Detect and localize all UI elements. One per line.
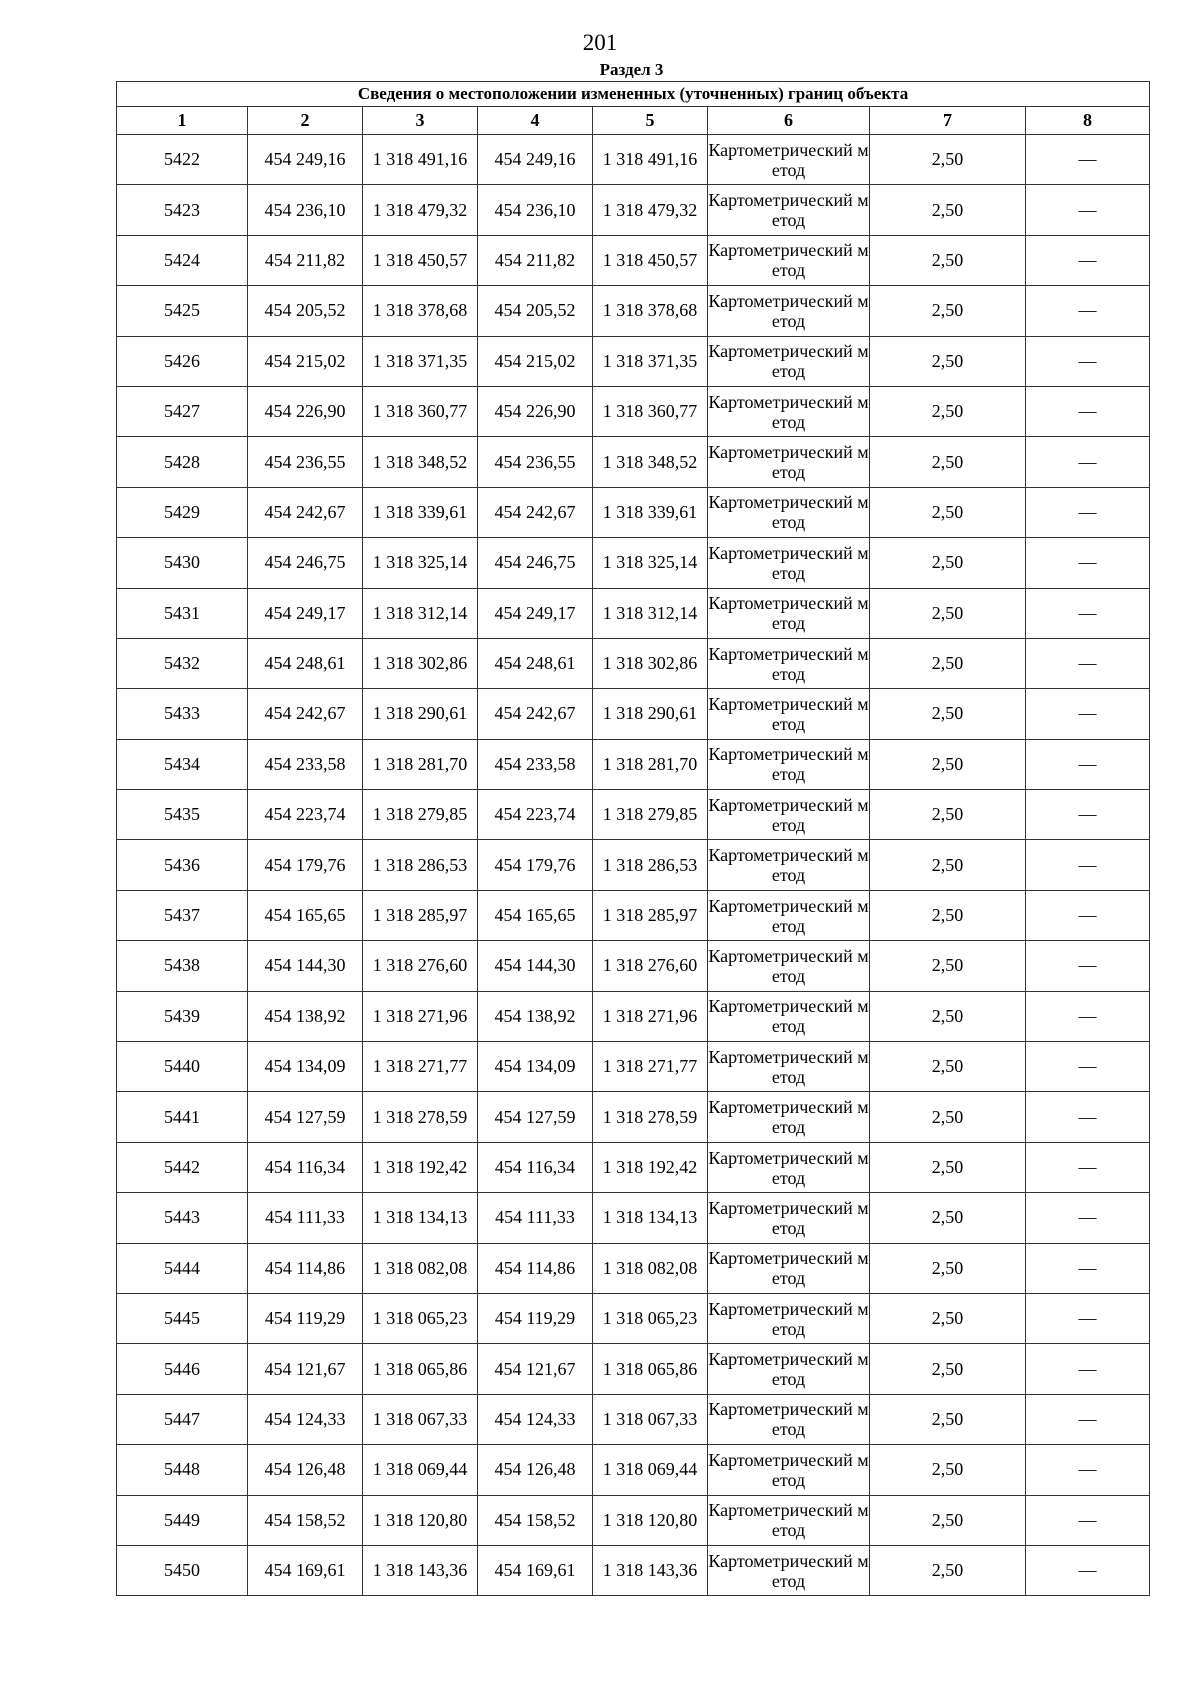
y-existing-cell: 1 318 192,42 — [363, 1142, 478, 1192]
y-refined-cell: 1 318 290,61 — [593, 689, 708, 739]
accuracy-cell: 2,50 — [870, 890, 1026, 940]
x-existing-cell: 454 248,61 — [248, 638, 363, 688]
point-number-cell: 5425 — [117, 286, 248, 336]
y-refined-cell: 1 318 378,68 — [593, 286, 708, 336]
accuracy-cell: 2,50 — [870, 991, 1026, 1041]
y-refined-cell: 1 318 065,23 — [593, 1293, 708, 1343]
point-number-cell: 5450 — [117, 1545, 248, 1595]
x-refined-cell: 454 242,67 — [478, 689, 593, 739]
accuracy-cell: 2,50 — [870, 185, 1026, 235]
note-cell: — — [1026, 286, 1150, 336]
note-cell: — — [1026, 739, 1150, 789]
table-row — [117, 941, 1150, 991]
method-cell: Картометрический метод — [708, 1042, 870, 1092]
table-row — [117, 1495, 1150, 1545]
y-existing-cell: 1 318 276,60 — [363, 941, 478, 991]
y-existing-cell: 1 318 065,86 — [363, 1344, 478, 1394]
column-number: 4 — [478, 107, 593, 135]
accuracy-cell: 2,50 — [870, 1495, 1026, 1545]
point-number-cell: 5426 — [117, 336, 248, 386]
y-existing-cell: 1 318 371,35 — [363, 336, 478, 386]
x-existing-cell: 454 127,59 — [248, 1092, 363, 1142]
accuracy-cell: 2,50 — [870, 135, 1026, 185]
x-existing-cell: 454 144,30 — [248, 941, 363, 991]
y-refined-cell: 1 318 302,86 — [593, 638, 708, 688]
y-existing-cell: 1 318 479,32 — [363, 185, 478, 235]
method-cell: Картометрический метод — [708, 588, 870, 638]
x-existing-cell: 454 179,76 — [248, 840, 363, 890]
accuracy-cell: 2,50 — [870, 941, 1026, 991]
method-cell: Картометрический метод — [708, 1142, 870, 1192]
y-refined-cell: 1 318 348,52 — [593, 437, 708, 487]
accuracy-cell: 2,50 — [870, 1293, 1026, 1343]
table-row — [117, 1545, 1150, 1595]
x-existing-cell: 454 138,92 — [248, 991, 363, 1041]
x-refined-cell: 454 246,75 — [478, 538, 593, 588]
table-row — [117, 437, 1150, 487]
y-refined-cell: 1 318 276,60 — [593, 941, 708, 991]
note-cell: — — [1026, 1243, 1150, 1293]
point-number-cell: 5428 — [117, 437, 248, 487]
method-cell: Картометрический метод — [708, 1545, 870, 1595]
x-refined-cell: 454 121,67 — [478, 1344, 593, 1394]
x-existing-cell: 454 226,90 — [248, 386, 363, 436]
x-refined-cell: 454 169,61 — [478, 1545, 593, 1595]
note-cell: — — [1026, 890, 1150, 940]
accuracy-cell: 2,50 — [870, 235, 1026, 285]
point-number-cell: 5443 — [117, 1193, 248, 1243]
x-refined-cell: 454 158,52 — [478, 1495, 593, 1545]
table-row — [117, 840, 1150, 890]
note-cell: — — [1026, 1042, 1150, 1092]
note-cell: — — [1026, 941, 1150, 991]
note-cell: — — [1026, 1193, 1150, 1243]
x-existing-cell: 454 233,58 — [248, 739, 363, 789]
point-number-cell: 5442 — [117, 1142, 248, 1192]
y-refined-cell: 1 318 479,32 — [593, 185, 708, 235]
y-existing-cell: 1 318 271,96 — [363, 991, 478, 1041]
y-refined-cell: 1 318 279,85 — [593, 790, 708, 840]
x-existing-cell: 454 158,52 — [248, 1495, 363, 1545]
table-row — [117, 1445, 1150, 1495]
point-number-cell: 5439 — [117, 991, 248, 1041]
table-row — [117, 1293, 1150, 1343]
x-existing-cell: 454 116,34 — [248, 1142, 363, 1192]
note-cell: — — [1026, 235, 1150, 285]
x-existing-cell: 454 249,17 — [248, 588, 363, 638]
x-refined-cell: 454 223,74 — [478, 790, 593, 840]
column-number: 1 — [117, 107, 248, 135]
x-existing-cell: 454 205,52 — [248, 286, 363, 336]
note-cell: — — [1026, 487, 1150, 537]
column-number: 5 — [593, 107, 708, 135]
method-cell: Картометрический метод — [708, 1243, 870, 1293]
accuracy-cell: 2,50 — [870, 386, 1026, 436]
point-number-cell: 5423 — [117, 185, 248, 235]
x-refined-cell: 454 134,09 — [478, 1042, 593, 1092]
table-row — [117, 739, 1150, 789]
method-cell: Картометрический метод — [708, 487, 870, 537]
note-cell: — — [1026, 588, 1150, 638]
y-existing-cell: 1 318 450,57 — [363, 235, 478, 285]
note-cell: — — [1026, 1344, 1150, 1394]
table-row — [117, 638, 1150, 688]
note-cell: — — [1026, 1293, 1150, 1343]
point-number-cell: 5440 — [117, 1042, 248, 1092]
y-existing-cell: 1 318 143,36 — [363, 1545, 478, 1595]
note-cell: — — [1026, 689, 1150, 739]
y-refined-cell: 1 318 134,13 — [593, 1193, 708, 1243]
point-number-cell: 5434 — [117, 739, 248, 789]
table-body — [117, 135, 1150, 1596]
method-cell: Картометрический метод — [708, 336, 870, 386]
method-cell: Картометрический метод — [708, 1445, 870, 1495]
accuracy-cell: 2,50 — [870, 1344, 1026, 1394]
y-refined-cell: 1 318 192,42 — [593, 1142, 708, 1192]
point-number-cell: 5447 — [117, 1394, 248, 1444]
point-number-cell: 5427 — [117, 386, 248, 436]
y-existing-cell: 1 318 271,77 — [363, 1042, 478, 1092]
accuracy-cell: 2,50 — [870, 538, 1026, 588]
x-existing-cell: 454 126,48 — [248, 1445, 363, 1495]
table-row — [117, 386, 1150, 436]
accuracy-cell: 2,50 — [870, 689, 1026, 739]
method-cell: Картометрический метод — [708, 689, 870, 739]
method-cell: Картометрический метод — [708, 1344, 870, 1394]
y-existing-cell: 1 318 082,08 — [363, 1243, 478, 1293]
accuracy-cell: 2,50 — [870, 1243, 1026, 1293]
y-existing-cell: 1 318 290,61 — [363, 689, 478, 739]
x-refined-cell: 454 242,67 — [478, 487, 593, 537]
x-refined-cell: 454 233,58 — [478, 739, 593, 789]
y-refined-cell: 1 318 491,16 — [593, 135, 708, 185]
x-refined-cell: 454 179,76 — [478, 840, 593, 890]
table-row — [117, 235, 1150, 285]
point-number-cell: 5438 — [117, 941, 248, 991]
point-number-cell: 5435 — [117, 790, 248, 840]
column-number: 7 — [870, 107, 1026, 135]
y-refined-cell: 1 318 278,59 — [593, 1092, 708, 1142]
accuracy-cell: 2,50 — [870, 336, 1026, 386]
y-existing-cell: 1 318 279,85 — [363, 790, 478, 840]
x-refined-cell: 454 144,30 — [478, 941, 593, 991]
y-refined-cell: 1 318 281,70 — [593, 739, 708, 789]
x-existing-cell: 454 114,86 — [248, 1243, 363, 1293]
note-cell: — — [1026, 386, 1150, 436]
y-refined-cell: 1 318 082,08 — [593, 1243, 708, 1293]
y-refined-cell: 1 318 286,53 — [593, 840, 708, 890]
note-cell: — — [1026, 840, 1150, 890]
column-number: 6 — [708, 107, 870, 135]
x-refined-cell: 454 119,29 — [478, 1293, 593, 1343]
x-refined-cell: 454 248,61 — [478, 638, 593, 688]
accuracy-cell: 2,50 — [870, 1394, 1026, 1444]
table-row — [117, 135, 1150, 185]
y-existing-cell: 1 318 360,77 — [363, 386, 478, 436]
y-refined-cell: 1 318 450,57 — [593, 235, 708, 285]
x-existing-cell: 454 249,16 — [248, 135, 363, 185]
x-refined-cell: 454 127,59 — [478, 1092, 593, 1142]
note-cell: — — [1026, 1394, 1150, 1444]
x-refined-cell: 454 249,16 — [478, 135, 593, 185]
y-existing-cell: 1 318 348,52 — [363, 437, 478, 487]
x-refined-cell: 454 111,33 — [478, 1193, 593, 1243]
y-refined-cell: 1 318 271,77 — [593, 1042, 708, 1092]
x-existing-cell: 454 169,61 — [248, 1545, 363, 1595]
point-number-cell: 5437 — [117, 890, 248, 940]
note-cell: — — [1026, 1495, 1150, 1545]
method-cell: Картометрический метод — [708, 1394, 870, 1444]
method-cell: Картометрический метод — [708, 386, 870, 436]
y-existing-cell: 1 318 312,14 — [363, 588, 478, 638]
table-row — [117, 991, 1150, 1041]
page-number: 201 — [582, 30, 618, 55]
y-refined-cell: 1 318 065,86 — [593, 1344, 708, 1394]
y-existing-cell: 1 318 134,13 — [363, 1193, 478, 1243]
method-cell: Картометрический метод — [708, 235, 870, 285]
x-existing-cell: 454 124,33 — [248, 1394, 363, 1444]
table-row — [117, 538, 1150, 588]
x-refined-cell: 454 236,10 — [478, 185, 593, 235]
x-refined-cell: 454 126,48 — [478, 1445, 593, 1495]
point-number-cell: 5430 — [117, 538, 248, 588]
y-existing-cell: 1 318 278,59 — [363, 1092, 478, 1142]
table-row — [117, 185, 1150, 235]
y-existing-cell: 1 318 286,53 — [363, 840, 478, 890]
x-existing-cell: 454 111,33 — [248, 1193, 363, 1243]
point-number-cell: 5436 — [117, 840, 248, 890]
table-row — [117, 336, 1150, 386]
table-row — [117, 1092, 1150, 1142]
x-refined-cell: 454 165,65 — [478, 890, 593, 940]
y-refined-cell: 1 318 312,14 — [593, 588, 708, 638]
y-existing-cell: 1 318 302,86 — [363, 638, 478, 688]
note-cell: — — [1026, 1092, 1150, 1142]
y-refined-cell: 1 318 285,97 — [593, 890, 708, 940]
x-refined-cell: 454 124,33 — [478, 1394, 593, 1444]
accuracy-cell: 2,50 — [870, 1142, 1026, 1192]
x-existing-cell: 454 223,74 — [248, 790, 363, 840]
y-refined-cell: 1 318 120,80 — [593, 1495, 708, 1545]
method-cell: Картометрический метод — [708, 1193, 870, 1243]
table-row — [117, 689, 1150, 739]
note-cell: — — [1026, 991, 1150, 1041]
method-cell: Картометрический метод — [708, 538, 870, 588]
y-existing-cell: 1 318 120,80 — [363, 1495, 478, 1545]
point-number-cell: 5446 — [117, 1344, 248, 1394]
accuracy-cell: 2,50 — [870, 487, 1026, 537]
method-cell: Картометрический метод — [708, 437, 870, 487]
table-row — [117, 1394, 1150, 1444]
section-title: Раздел 3 — [599, 60, 664, 79]
method-cell: Картометрический метод — [708, 185, 870, 235]
x-refined-cell: 454 236,55 — [478, 437, 593, 487]
column-number: 2 — [248, 107, 363, 135]
note-cell: — — [1026, 1142, 1150, 1192]
accuracy-cell: 2,50 — [870, 437, 1026, 487]
point-number-cell: 5429 — [117, 487, 248, 537]
accuracy-cell: 2,50 — [870, 739, 1026, 789]
y-refined-cell: 1 318 325,14 — [593, 538, 708, 588]
note-cell: — — [1026, 538, 1150, 588]
table-row — [117, 588, 1150, 638]
table-row — [117, 1142, 1150, 1192]
x-refined-cell: 454 226,90 — [478, 386, 593, 436]
accuracy-cell: 2,50 — [870, 588, 1026, 638]
x-refined-cell: 454 215,02 — [478, 336, 593, 386]
x-refined-cell: 454 249,17 — [478, 588, 593, 638]
y-existing-cell: 1 318 339,61 — [363, 487, 478, 537]
accuracy-cell: 2,50 — [870, 1545, 1026, 1595]
method-cell: Картометрический метод — [708, 135, 870, 185]
coordinates-table — [116, 81, 1150, 1596]
y-refined-cell: 1 318 143,36 — [593, 1545, 708, 1595]
note-cell: — — [1026, 437, 1150, 487]
y-existing-cell: 1 318 285,97 — [363, 890, 478, 940]
y-refined-cell: 1 318 360,77 — [593, 386, 708, 436]
accuracy-cell: 2,50 — [870, 638, 1026, 688]
x-existing-cell: 454 236,10 — [248, 185, 363, 235]
note-cell: — — [1026, 1545, 1150, 1595]
y-existing-cell: 1 318 067,33 — [363, 1394, 478, 1444]
method-cell: Картометрический метод — [708, 790, 870, 840]
point-number-cell: 5449 — [117, 1495, 248, 1545]
column-number: 3 — [363, 107, 478, 135]
x-existing-cell: 454 165,65 — [248, 890, 363, 940]
x-existing-cell: 454 242,67 — [248, 689, 363, 739]
note-cell: — — [1026, 638, 1150, 688]
note-cell: — — [1026, 185, 1150, 235]
method-cell: Картометрический метод — [708, 286, 870, 336]
point-number-cell: 5445 — [117, 1293, 248, 1343]
x-existing-cell: 454 121,67 — [248, 1344, 363, 1394]
x-existing-cell: 454 211,82 — [248, 235, 363, 285]
column-number: 8 — [1026, 107, 1150, 135]
method-cell: Картометрический метод — [708, 1293, 870, 1343]
y-refined-cell: 1 318 067,33 — [593, 1394, 708, 1444]
point-number-cell: 5444 — [117, 1243, 248, 1293]
y-refined-cell: 1 318 339,61 — [593, 487, 708, 537]
table-row — [117, 890, 1150, 940]
point-number-cell: 5422 — [117, 135, 248, 185]
point-number-cell: 5433 — [117, 689, 248, 739]
table-row — [117, 1042, 1150, 1092]
method-cell: Картометрический метод — [708, 840, 870, 890]
y-refined-cell: 1 318 371,35 — [593, 336, 708, 386]
method-cell: Картометрический метод — [708, 1092, 870, 1142]
y-existing-cell: 1 318 069,44 — [363, 1445, 478, 1495]
accuracy-cell: 2,50 — [870, 1445, 1026, 1495]
y-existing-cell: 1 318 378,68 — [363, 286, 478, 336]
table-row — [117, 487, 1150, 537]
table-row — [117, 1193, 1150, 1243]
method-cell: Картометрический метод — [708, 739, 870, 789]
y-existing-cell: 1 318 281,70 — [363, 739, 478, 789]
x-existing-cell: 454 119,29 — [248, 1293, 363, 1343]
point-number-cell: 5448 — [117, 1445, 248, 1495]
x-existing-cell: 454 242,67 — [248, 487, 363, 537]
point-number-cell: 5431 — [117, 588, 248, 638]
y-existing-cell: 1 318 065,23 — [363, 1293, 478, 1343]
note-cell: — — [1026, 790, 1150, 840]
note-cell: — — [1026, 1445, 1150, 1495]
point-number-cell: 5424 — [117, 235, 248, 285]
method-cell: Картометрический метод — [708, 638, 870, 688]
y-existing-cell: 1 318 491,16 — [363, 135, 478, 185]
method-cell: Картометрический метод — [708, 941, 870, 991]
table-row — [117, 1344, 1150, 1394]
x-refined-cell: 454 211,82 — [478, 235, 593, 285]
x-existing-cell: 454 134,09 — [248, 1042, 363, 1092]
table-caption: Сведения о местоположении измененных (уточненных) границ объекта — [117, 82, 1150, 107]
x-refined-cell: 454 138,92 — [478, 991, 593, 1041]
x-refined-cell: 454 205,52 — [478, 286, 593, 336]
method-cell: Картометрический метод — [708, 890, 870, 940]
accuracy-cell: 2,50 — [870, 1193, 1026, 1243]
y-existing-cell: 1 318 325,14 — [363, 538, 478, 588]
x-existing-cell: 454 236,55 — [248, 437, 363, 487]
point-number-cell: 5432 — [117, 638, 248, 688]
accuracy-cell: 2,50 — [870, 840, 1026, 890]
method-cell: Картометрический метод — [708, 1495, 870, 1545]
y-refined-cell: 1 318 271,96 — [593, 991, 708, 1041]
method-cell: Картометрический метод — [708, 991, 870, 1041]
x-refined-cell: 454 114,86 — [478, 1243, 593, 1293]
table-row — [117, 1243, 1150, 1293]
point-number-cell: 5441 — [117, 1092, 248, 1142]
accuracy-cell: 2,50 — [870, 790, 1026, 840]
accuracy-cell: 2,50 — [870, 286, 1026, 336]
x-existing-cell: 454 215,02 — [248, 336, 363, 386]
note-cell: — — [1026, 336, 1150, 386]
y-refined-cell: 1 318 069,44 — [593, 1445, 708, 1495]
accuracy-cell: 2,50 — [870, 1092, 1026, 1142]
table-row — [117, 286, 1150, 336]
accuracy-cell: 2,50 — [870, 1042, 1026, 1092]
x-existing-cell: 454 246,75 — [248, 538, 363, 588]
note-cell: — — [1026, 135, 1150, 185]
table-row — [117, 790, 1150, 840]
x-refined-cell: 454 116,34 — [478, 1142, 593, 1192]
